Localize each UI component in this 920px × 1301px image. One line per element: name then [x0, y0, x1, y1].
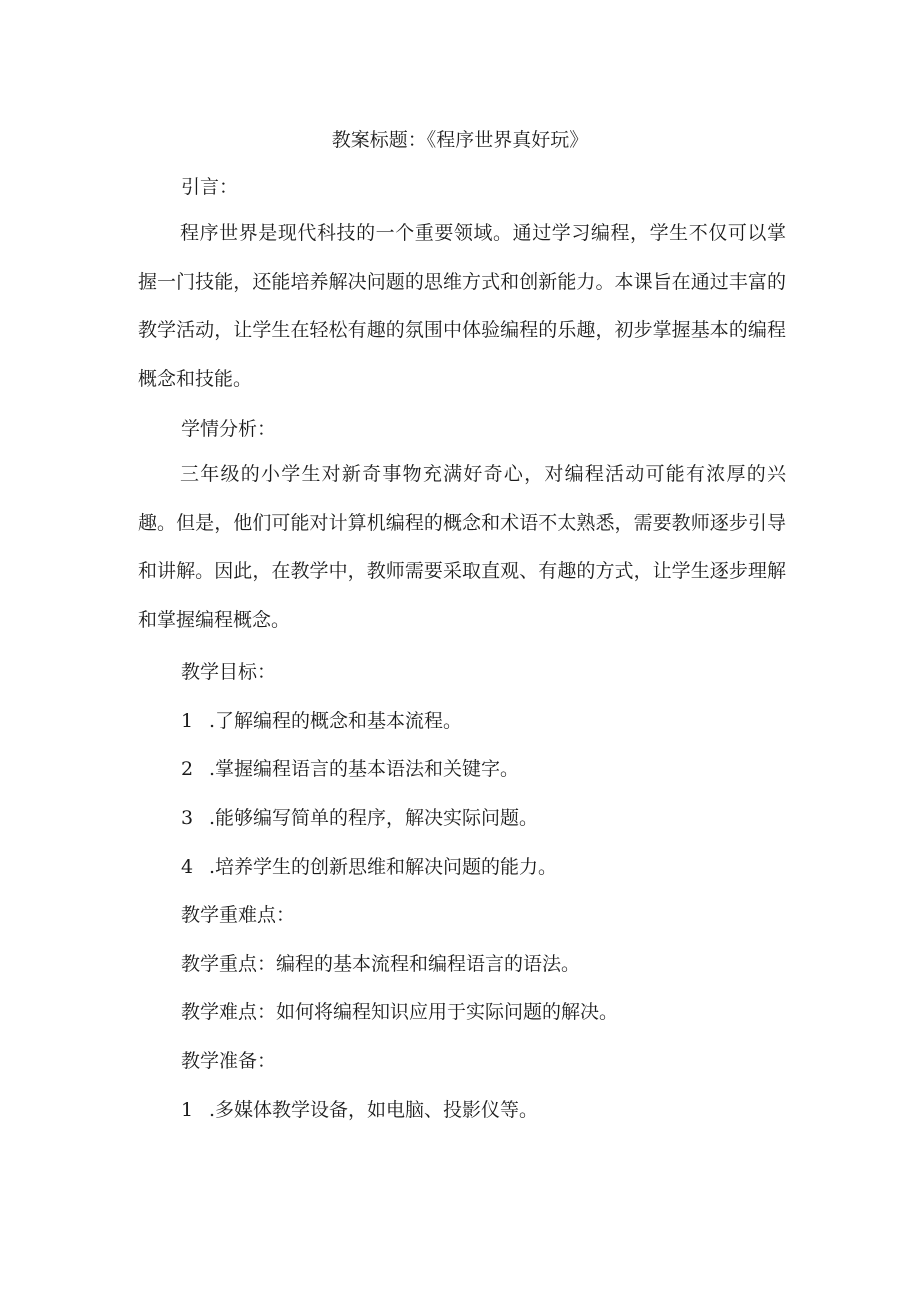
key-focus-line: 教学重点：编程的基本流程和编程语言的语法。 [181, 953, 581, 975]
objective-number: 3 [181, 807, 194, 829]
objective-item [181, 757, 519, 781]
objective-item [181, 709, 462, 733]
objective-text: .培养学生的创新思维和解决问题的能力。 [209, 856, 558, 878]
objective-number: 2 [181, 758, 194, 780]
objective-number: 1 [181, 710, 194, 732]
preparation-heading: 教学准备： [181, 1050, 277, 1072]
objectives-heading: 教学目标： [181, 661, 277, 683]
preparation-text: .多媒体教学设备，如电脑、投影仪等。 [209, 1099, 539, 1121]
analysis-paragraph: 三年级的小学生对新奇事物充满好奇心，对编程活动可能有浓厚的兴趣。但是，他们可能对计算机编程的概念和术语不太熟悉，需要教师逐步引导和讲解。因此，在教学中，教师需要采取直观、有趣的方式，让学生逐步理解和掌握编程概念。 [138, 463, 786, 631]
preparation-number: 1 [181, 1099, 194, 1121]
objective-number: 4 [181, 856, 194, 878]
key-difficulty-line: 教学难点：如何将编程知识应用于实际问题的解决。 [181, 1001, 619, 1023]
objective-item [181, 855, 557, 879]
objective-item [181, 806, 538, 830]
objective-text: .能够编写简单的程序，解决实际问题。 [209, 807, 539, 829]
objective-text: .了解编程的概念和基本流程。 [209, 710, 463, 732]
document-title: 教案标题：《程序世界真好玩》 [331, 129, 589, 151]
objective-text: .掌握编程语言的基本语法和关键字。 [209, 758, 520, 780]
intro-paragraph: 程序世界是现代科技的一个重要领域。通过学习编程，学生不仅可以掌握一门技能，还能培养解决问题的思维方式和创新能力。本课旨在通过丰富的教学活动，让学生在轻松有趣的氛围中体验编程的乐趣，初步掌握基本的编程概念和技能。 [138, 222, 786, 390]
key-points-heading: 教学重难点： [181, 904, 296, 926]
analysis-heading: 学情分析： [181, 418, 277, 440]
preparation-item [181, 1098, 538, 1122]
intro-heading: 引言： [181, 176, 239, 198]
